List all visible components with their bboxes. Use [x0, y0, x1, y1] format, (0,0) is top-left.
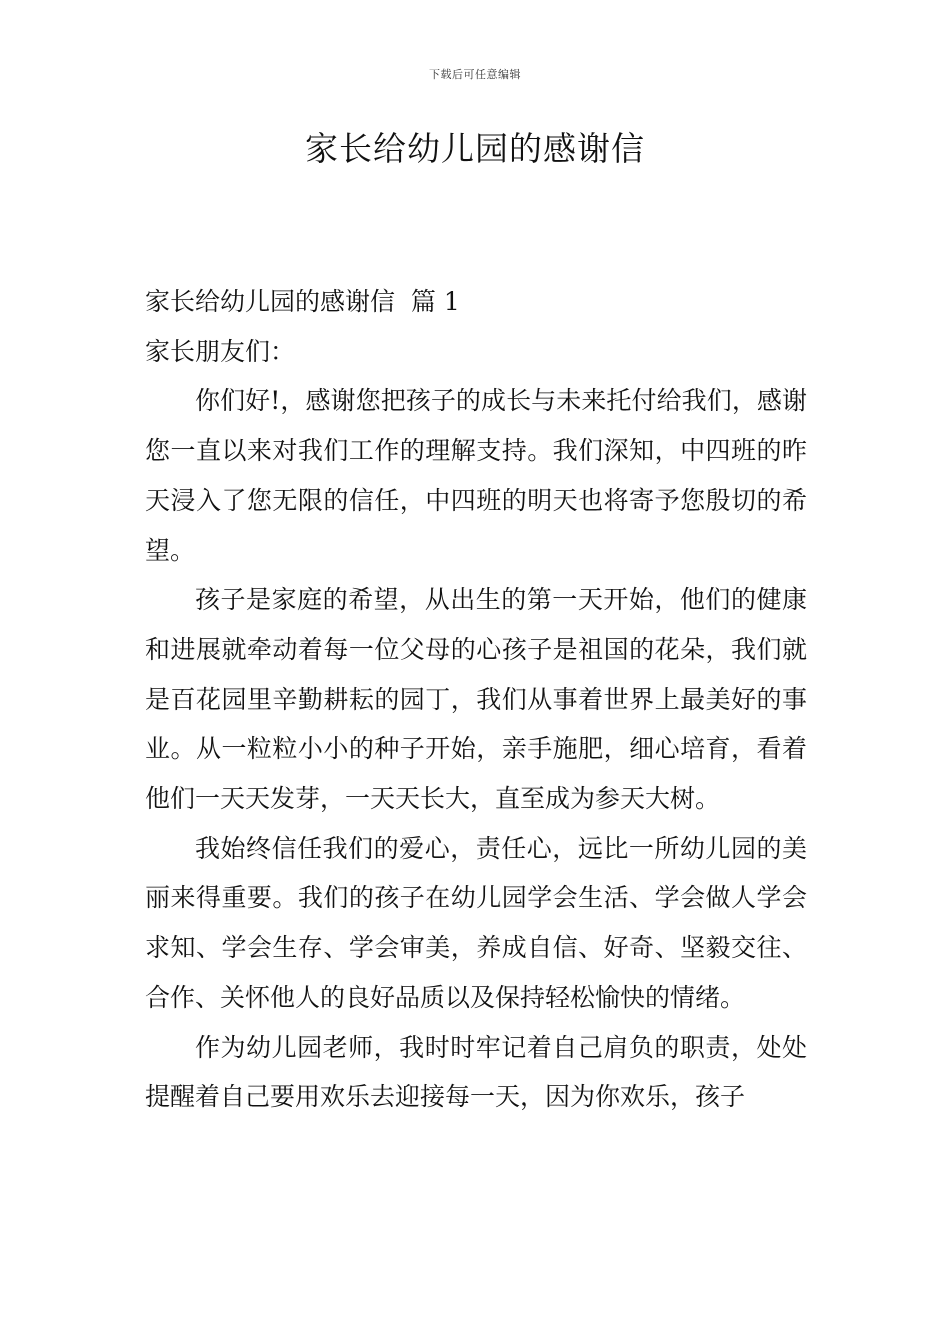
header-note: 下载后可任意编辑: [429, 68, 521, 81]
letter-body: [145, 277, 807, 1122]
paragraph: 作为幼儿园老师，我时时牢记着自己肩负的职责，处处提醒着自己要用欢乐去迎接每一天，因为你欢乐，孩子: [145, 1032, 807, 1112]
document-title: 家长给幼儿园的感谢信: [305, 129, 645, 168]
paragraph: 孩子是家庭的希望，从出生的第一天开始，他们的健康和进展就牵动着每一位父母的心孩子是祖国的花朵，我们就是百花园里辛勤耕耘的园丁，我们从事着世界上最美好的事业。从一粒粒小小的种子开始，亲手施肥，细心培育，看着他们一天天发芽，一天天长大，直至成为参天大树。: [145, 585, 807, 814]
paragraph: 你们好!，感谢您把孩子的成长与未来托付给我们，感谢您一直以来对我们工作的理解支持。我们深知，中四班的昨天浸入了您无限的信任，中四班的明天也将寄予您殷切的希望。: [145, 386, 807, 565]
paragraph: 我始终信任我们的爱心，责任心，远比一所幼儿园的美丽来得重要。我们的孩子在幼儿园学会生活、学会做人学会求知、学会生存、学会审美，养成自信、好奇、坚毅交往、合作、关怀他人的良好品质以及保持轻松愉快的情绪。: [145, 833, 807, 1012]
section-heading: 家长给幼儿园的感谢信 篇 1: [145, 287, 460, 316]
salutation: 家长朋友们：: [145, 336, 296, 366]
